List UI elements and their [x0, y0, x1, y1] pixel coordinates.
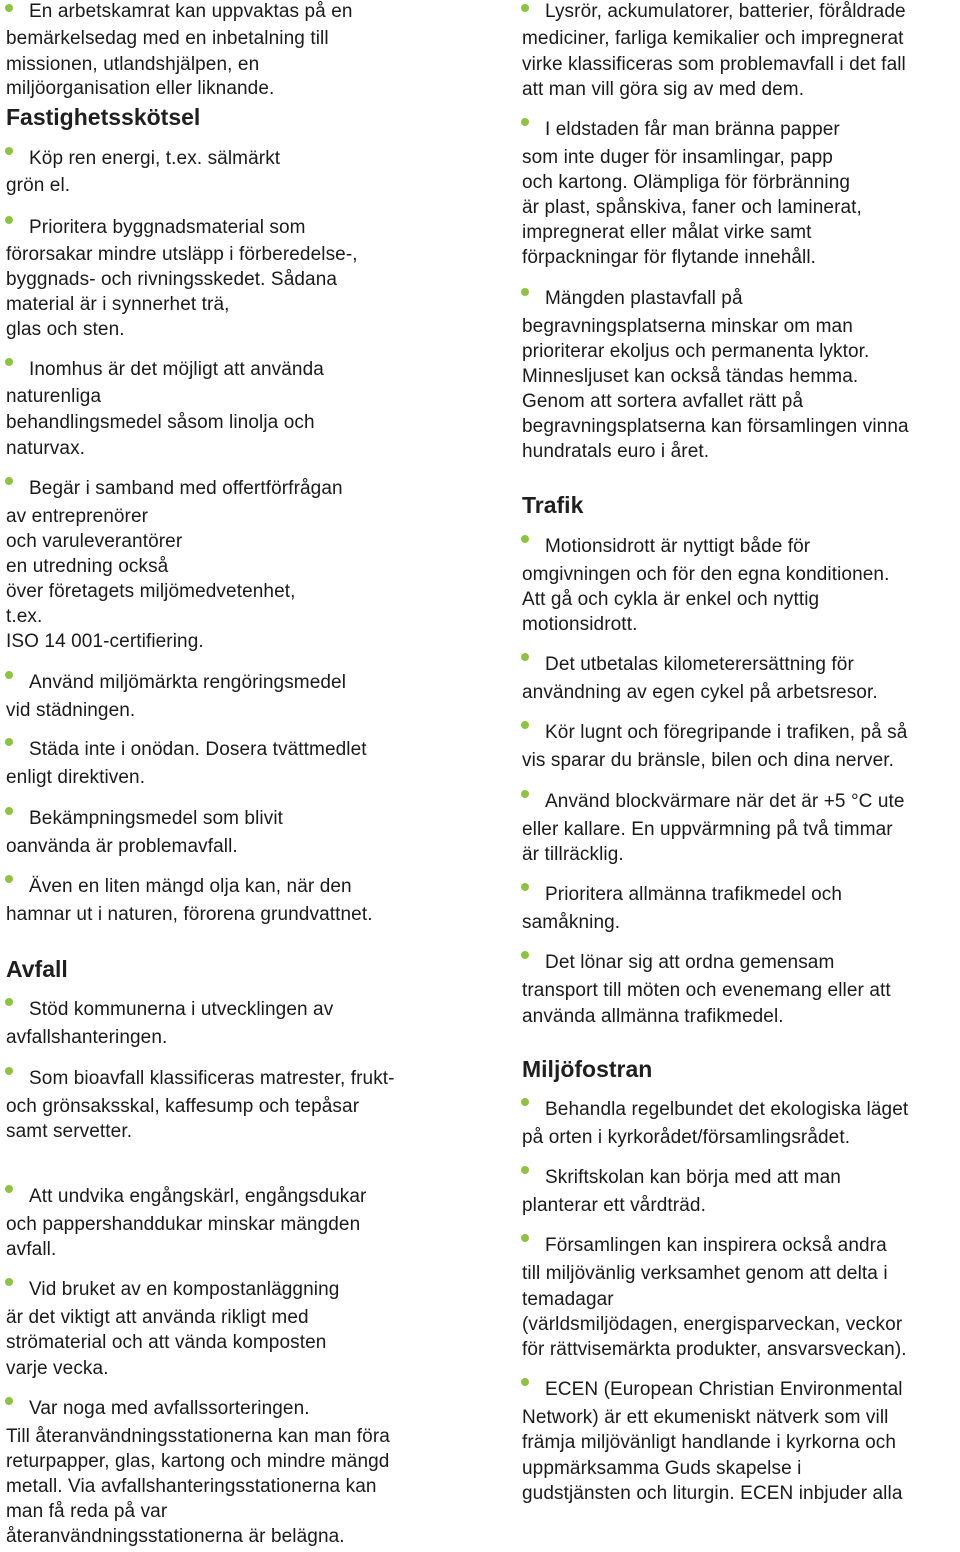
text-line: Inomhus är det möjligt att använda	[29, 359, 324, 380]
text-line: Som bioavfall klassificeras matrester, frukt-	[29, 1068, 395, 1089]
bullet-icon	[5, 1397, 13, 1405]
text-line: avfall.	[6, 1239, 57, 1260]
bullet-icon	[521, 4, 529, 12]
text-line: naturenliga	[6, 386, 102, 407]
bullet-icon	[5, 4, 13, 12]
text-line: begravningsplatserna kan församlingen vinna	[522, 416, 909, 437]
text-line: grön el.	[6, 175, 71, 196]
text-line: Lysrör, ackumulatorer, batterier, föråldrade	[545, 1, 906, 22]
bullet-icon	[5, 477, 13, 485]
text-line: eller kallare. En uppvärmning på två timmar	[522, 819, 893, 840]
bullet-icon	[521, 288, 529, 296]
bullet-icon	[521, 951, 529, 959]
text-line: glas och sten.	[6, 319, 125, 340]
text-line: är plast, spånskiva, faner och laminerat,	[522, 197, 862, 218]
section-heading: Avfall	[6, 956, 68, 982]
text-line: byggnads- och rivningsskedet. Sådana	[6, 269, 338, 290]
text-line: miljöorganisation eller liknande.	[6, 78, 275, 99]
bullet-icon	[521, 653, 529, 661]
text-line: missionen, utlandshjälpen, en	[6, 54, 260, 75]
text-line: strömaterial och att vända komposten	[6, 1332, 327, 1353]
bullet-icon	[5, 358, 13, 366]
text-line: till miljövänlig verksamhet genom att delta i	[522, 1263, 888, 1284]
text-line: motionsidrott.	[522, 614, 638, 635]
text-line: metall. Via avfallshanteringsstationerna kan	[6, 1476, 377, 1497]
bullet-icon	[5, 671, 13, 679]
text-line: på orten i kyrkorådet/församlingsrådet.	[522, 1127, 851, 1148]
section-heading: Miljöfostran	[522, 1056, 653, 1082]
bullet-icon	[521, 721, 529, 729]
text-line: gudstjänsten och liturgin. ECEN inbjuder alla	[522, 1483, 903, 1504]
text-line: enligt direktiven.	[6, 767, 146, 788]
text-line: hamnar ut i naturen, förorena grundvattnet.	[6, 904, 373, 925]
text-line: planterar ett vårdträd.	[522, 1195, 706, 1216]
text-line: Motionsidrott är nyttigt både för	[545, 536, 811, 557]
text-line: bemärkelsedag med en inbetalning till	[6, 28, 329, 49]
section-heading: Trafik	[522, 492, 584, 518]
text-line: Behandla regelbundet det ekologiska läget	[545, 1099, 909, 1120]
text-line: Städa inte i onödan. Dosera tvättmedlet	[29, 739, 367, 760]
text-line: att man vill göra sig av med dem.	[522, 79, 805, 100]
text-line: Att undvika engångskärl, engångsdukar	[29, 1186, 367, 1207]
text-line: förpackningar för flytande innehåll.	[522, 247, 817, 268]
text-line: Prioritera allmänna trafikmedel och	[545, 884, 843, 905]
text-line: virke klassificeras som problemavfall i det fall	[522, 54, 906, 75]
text-line: oanvända är problemavfall.	[6, 836, 238, 857]
text-line: Vid bruket av en kompostanläggning	[29, 1279, 340, 1300]
text-line: Köp ren energi, t.ex. sälmärkt	[29, 148, 281, 169]
bullet-icon	[5, 807, 13, 815]
text-line: avfallshanteringen.	[6, 1027, 168, 1048]
text-line: returpapper, glas, kartong och mindre mängd	[6, 1451, 390, 1472]
text-line: och pappershanddukar minskar mängden	[6, 1214, 361, 1235]
bullet-icon	[521, 1098, 529, 1106]
text-line: ECEN (European Christian Environmental	[545, 1379, 903, 1400]
bullet-icon	[5, 998, 13, 1006]
text-line: impregnerat eller målat virke samt	[522, 222, 812, 243]
bullet-icon	[521, 1234, 529, 1242]
text-line: vid städningen.	[6, 700, 136, 721]
text-line: hundratals euro i året.	[522, 441, 710, 462]
text-line: mediciner, farliga kemikalier och impregnerat	[522, 28, 904, 49]
text-line: Kör lugnt och föregripande i trafiken, på så	[545, 722, 908, 743]
text-line: Prioritera byggnadsmaterial som	[29, 217, 306, 238]
section-heading: Fastighetsskötsel	[6, 104, 201, 130]
text-line: naturvax.	[6, 438, 86, 459]
bullet-icon	[521, 883, 529, 891]
text-line: Det utbetalas kilometerersättning för	[545, 654, 854, 675]
text-line: Begär i samband med offertförfrågan	[29, 478, 343, 499]
text-line: förorsakar mindre utsläpp i förberedelse-,	[6, 244, 358, 265]
text-line: en utredning också	[6, 556, 169, 577]
text-line: användning av egen cykel på arbetsresor.	[522, 682, 878, 703]
bullet-icon	[521, 118, 529, 126]
text-line: behandlingsmedel såsom linolja och	[6, 412, 315, 433]
text-line: prioriterar ekoljus och permanenta lyktor.	[522, 341, 870, 362]
bullet-icon	[5, 1185, 13, 1193]
text-line: och grönsaksskal, kaffesump och tepåsar	[6, 1096, 360, 1117]
text-line: Skriftskolan kan börja med att man	[545, 1167, 841, 1188]
text-line: använda allmänna trafikmedel.	[522, 1006, 784, 1027]
bullet-icon	[521, 1378, 529, 1386]
text-line: för rättvisemärkta produkter, ansvarsveckan).	[522, 1339, 907, 1360]
text-line: som inte duger för insamlingar, papp	[522, 147, 833, 168]
text-line: över företagets miljömedvetenhet,	[6, 581, 296, 602]
text-line: Använd blockvärmare när det är +5 °C ute	[545, 791, 905, 812]
text-line: uppmärksamma Guds skapelse i	[522, 1458, 802, 1479]
text-line: En arbetskamrat kan uppvaktas på en	[29, 1, 353, 22]
text-line: främja miljövänligt handlande i kyrkorna och	[522, 1432, 897, 1453]
text-line: material är i synnerhet trä,	[6, 294, 230, 315]
text-line: temadagar	[522, 1289, 614, 1310]
bullet-icon	[5, 216, 13, 224]
bullet-icon	[5, 147, 13, 155]
text-line: samåkning.	[522, 912, 621, 933]
text-line: och varuleverantörer	[6, 531, 183, 552]
bullet-icon	[5, 1278, 13, 1286]
text-line: vis sparar du bränsle, bilen och dina nerver.	[522, 750, 895, 771]
text-line: är tillräcklig.	[522, 844, 624, 865]
text-line: samt servetter.	[6, 1121, 133, 1142]
text-line: Bekämpningsmedel som blivit	[29, 808, 284, 829]
text-line: I eldstaden får man bränna papper	[545, 119, 840, 140]
text-line: t.ex.	[6, 606, 43, 627]
text-line: och kartong. Olämpliga för förbränning	[522, 172, 851, 193]
text-line: Använd miljömärkta rengöringsmedel	[29, 672, 347, 693]
bullet-icon	[5, 1067, 13, 1075]
text-line: man få reda på var	[6, 1501, 168, 1522]
text-line: begravningsplatserna minskar om man	[522, 316, 853, 337]
bullet-icon	[521, 535, 529, 543]
bullet-icon	[521, 1166, 529, 1174]
bullet-icon	[521, 790, 529, 798]
text-line: Genom att sortera avfallet rätt på	[522, 391, 804, 412]
text-line: Församlingen kan inspirera också andra	[545, 1235, 887, 1256]
text-line: omgivningen och för den egna konditionen.	[522, 564, 890, 585]
text-line: Stöd kommunerna i utvecklingen av	[29, 999, 334, 1020]
text-line: Till återanvändningsstationerna kan man föra	[6, 1426, 390, 1447]
text-line: Network) är ett ekumeniskt nätverk som vill	[522, 1407, 889, 1428]
text-line: är det viktigt att använda rikligt med	[6, 1307, 309, 1328]
text-line: Även en liten mängd olja kan, när den	[29, 876, 352, 897]
text-line: Minnesljuset kan också tändas hemma.	[522, 366, 859, 387]
text-line: Mängden plastavfall på	[545, 288, 743, 309]
text-line: Var noga med avfallssorteringen.	[29, 1398, 310, 1419]
text-line: Att gå och cykla är enkel och nyttig	[522, 589, 820, 610]
text-line: ISO 14 001-certifiering.	[6, 631, 204, 652]
text-line: varje vecka.	[6, 1358, 109, 1379]
bullet-icon	[5, 738, 13, 746]
text-line: av entreprenörer	[6, 506, 149, 527]
bullet-icon	[5, 875, 13, 883]
text-line: återanvändningsstationerna är belägna.	[6, 1526, 345, 1547]
text-line: (världsmiljödagen, energisparveckan, veckor	[522, 1314, 903, 1335]
text-line: Det lönar sig att ordna gemensam	[545, 952, 835, 973]
text-line: transport till möten och evenemang eller att	[522, 980, 891, 1001]
